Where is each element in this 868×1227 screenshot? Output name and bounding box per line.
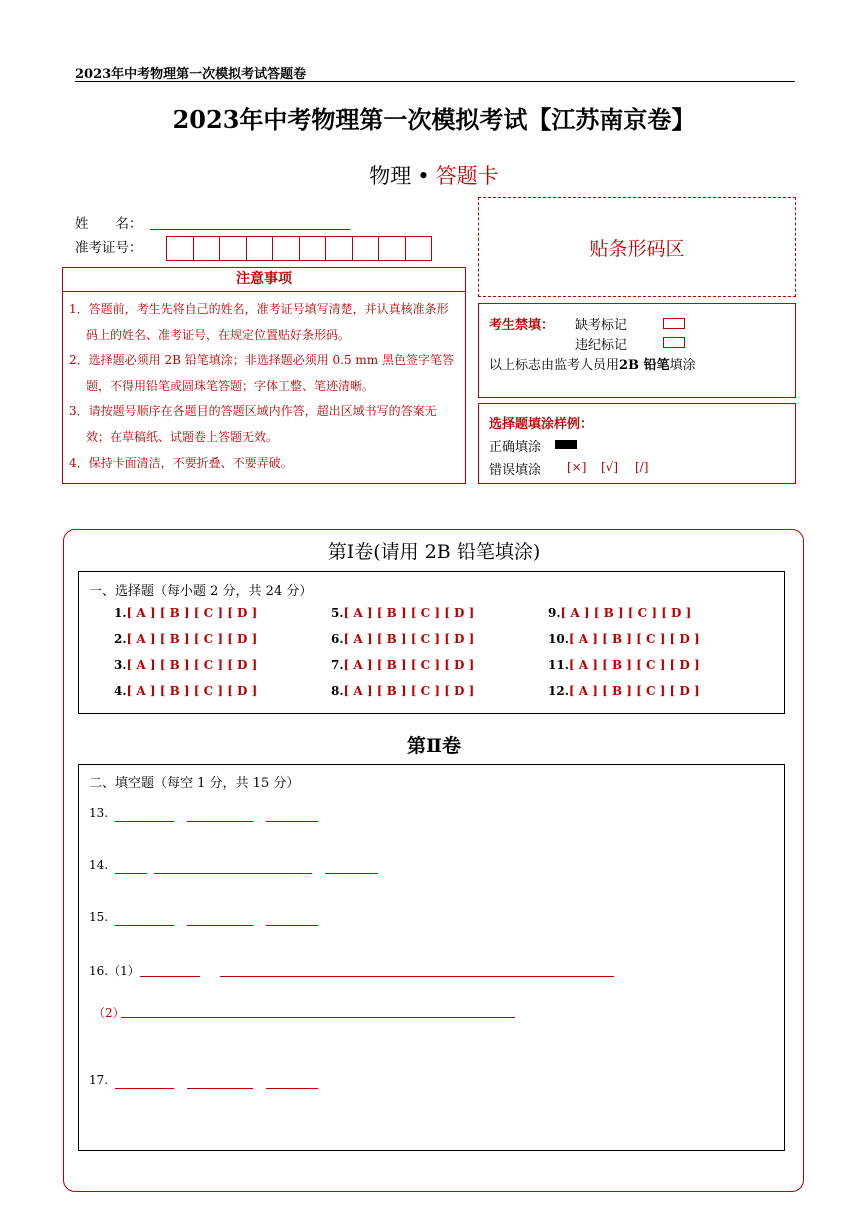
sub-question-number: （2） [93,1006,125,1020]
answer-blank[interactable] [187,807,253,822]
choice-question[interactable] [331,658,474,672]
wrong-mark: [×] [567,460,587,474]
choice-question[interactable] [548,658,700,672]
wrong-mark: [/] [635,460,649,474]
id-digit-box[interactable] [352,236,380,261]
id-digit-box[interactable] [325,236,353,261]
question-number: 6. [331,632,344,646]
question-number: 7. [331,658,344,672]
answer-blank[interactable] [220,962,614,977]
choice-question[interactable] [331,684,474,698]
choice-options[interactable]: [ A ] [ B ] [ C ] [ D ] [126,632,258,646]
absent-label: 缺考标记 [575,318,628,333]
answer-blank[interactable] [154,859,312,874]
note-item: 3．请按题号顺序在各题目的答题区域内作答，超出区域书写的答案无效；在草稿纸、试题卷上答题无效。 [69,404,437,444]
fill-heading: 二、填空题（每空 1 分，共 15 分） [89,776,300,791]
choice-question[interactable] [114,606,257,620]
id-digit-box[interactable] [405,236,433,261]
name-field[interactable] [150,229,350,230]
notes-heading: 注意事项 [62,267,466,292]
choice-question[interactable] [548,632,700,646]
id-number-boxes[interactable] [166,236,431,261]
question-number: 8. [331,684,344,698]
id-digit-box[interactable] [166,236,194,261]
sample-heading: 选择题填涂样例： [489,417,594,432]
question-number: 2. [114,632,127,646]
id-digit-box[interactable] [272,236,300,261]
fill-sample-box [478,403,796,484]
choice-options[interactable]: [ A ] [ B ] [ C ] [ D ] [343,658,475,672]
question-number: 13. [89,806,109,820]
id-digit-box[interactable] [246,236,274,261]
choice-options[interactable]: [ A ] [ B ] [ C ] [ D ] [568,684,700,698]
running-header: 2023年中考物理第一次模拟考试答题卷 [75,67,307,82]
question-number: 12. [548,684,569,698]
choice-options[interactable]: [ A ] [ B ] [ C ] [ D ] [568,658,700,672]
question-number: 16.（1） [89,964,140,978]
answer-blank[interactable] [325,859,378,874]
answer-blank[interactable] [121,1003,515,1018]
name-label: 姓 名： [75,216,143,232]
question-number: 11. [548,658,569,672]
choice-question[interactable] [548,684,700,698]
choice-question[interactable] [331,606,474,620]
answer-blank[interactable] [266,911,318,926]
barcode-area[interactable] [478,197,796,297]
violation-mark-box[interactable] [663,337,685,348]
fill-blank-section [78,764,785,1151]
part1-title: 第Ⅰ卷(请用 2B 铅笔填涂) [327,541,541,563]
answer-blank[interactable] [115,1074,174,1089]
part2-title: 第Ⅱ卷 [406,735,461,757]
card-label: 答题卡 [435,164,499,188]
absent-mark-box[interactable] [663,318,685,329]
question-number: 15. [89,910,109,924]
question-number: 3. [114,658,127,672]
answer-blank[interactable] [187,911,253,926]
question-number: 10. [548,632,569,646]
choice-options[interactable]: [ A ] [ B ] [ C ] [ D ] [560,606,692,620]
choice-options[interactable]: [ A ] [ B ] [ C ] [ D ] [126,684,258,698]
choice-question[interactable] [548,606,691,620]
choice-question[interactable] [114,658,257,672]
subject-label: 物理 [369,164,412,188]
question-number: 17. [89,1073,109,1087]
wrong-label: 错误填涂 [489,463,542,478]
header-divider [75,81,795,82]
note-item: 1．答题前，考生先将自己的姓名，准考证号填写清楚，并认真核准条形码上的姓名、准考证号，在规定位置贴好条形码。 [69,302,449,342]
forbid-note-prefix: 以上标志由监考人员用 [489,358,620,373]
subtitle-dot: • [417,164,430,188]
answer-blank[interactable] [115,807,174,822]
id-digit-box[interactable] [299,236,327,261]
note-item: 2．选择题必须用 2B 铅笔填涂；非选择题必须用 0.5 mm 黑色签字笔答题，不得用铅笔或圆珠笔答题；字体工整、笔迹清晰。 [69,353,455,393]
forbid-note-suffix: 填涂 [669,358,696,373]
correct-fill-mark [555,440,577,449]
id-digit-box[interactable] [193,236,221,261]
choice-options[interactable]: [ A ] [ B ] [ C ] [ D ] [126,658,258,672]
violation-label: 违纪标记 [575,338,628,353]
question-number: 14. [89,858,109,872]
choice-options[interactable]: [ A ] [ B ] [ C ] [ D ] [343,684,475,698]
id-digit-box[interactable] [378,236,406,261]
choice-question[interactable] [114,632,257,646]
choice-options[interactable]: [ A ] [ B ] [ C ] [ D ] [568,632,700,646]
choice-options[interactable]: [ A ] [ B ] [ C ] [ D ] [126,606,258,620]
question-number: 5. [331,606,344,620]
answer-blank[interactable] [115,859,147,874]
note-item: 4．保持卡面清洁，不要折叠、不要弄破。 [69,455,293,470]
id-label: 准考证号： [75,240,143,256]
answer-blank[interactable] [266,1074,318,1089]
forbid-label: 考生禁填： [489,318,555,333]
correct-label: 正确填涂 [489,440,542,455]
choice-options[interactable]: [ A ] [ B ] [ C ] [ D ] [343,632,475,646]
choice-question[interactable] [114,684,257,698]
forbid-note [489,354,696,373]
barcode-label: 贴条形码区 [589,237,685,260]
answer-blank[interactable] [115,911,174,926]
choice-question[interactable] [331,632,474,646]
question-number: 1. [114,606,127,620]
answer-blank[interactable] [140,962,200,977]
question-number: 4. [114,684,127,698]
choice-heading: 一、选择题（每小题 2 分，共 24 分） [89,584,313,599]
choice-options[interactable]: [ A ] [ B ] [ C ] [ D ] [343,606,475,620]
answer-blank[interactable] [266,807,318,822]
answer-blank[interactable] [187,1074,253,1089]
page-subtitle [0,160,868,190]
id-digit-box[interactable] [219,236,247,261]
question-number: 9. [548,606,561,620]
proctor-marks-box [478,303,796,398]
wrong-mark: [√] [601,460,619,474]
forbid-note-bold: 2B 铅笔 [619,358,670,373]
notes-list [62,291,466,484]
page-title: 2023年中考物理第一次模拟考试【江苏南京卷】 [172,105,696,134]
